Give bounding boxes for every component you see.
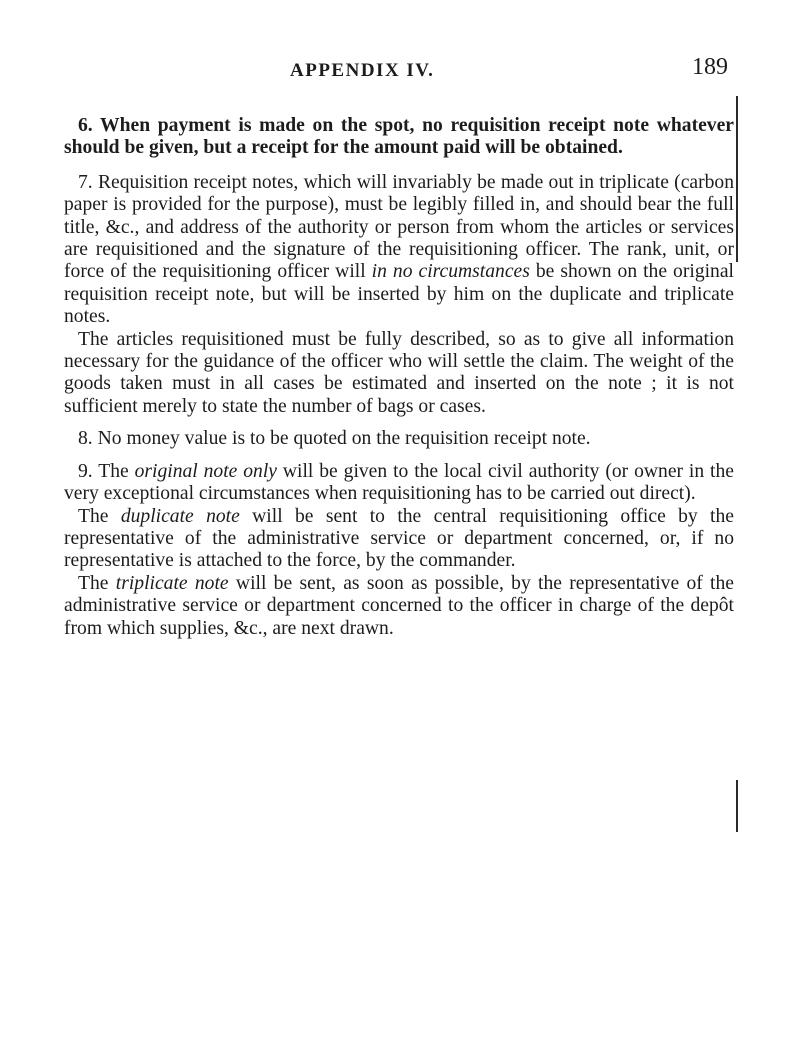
triplicate-text-start: The (78, 572, 116, 594)
paragraph-7 (64, 172, 734, 329)
paragraph-7-text-end: be shown on the original requisition receipt note, but will be inserted by him on the duplicate and triplicate notes. (64, 261, 734, 328)
duplicate-text-end: will be sent to the central requisitioning office by the representative of the administrative service or department concerned, or, if no representative is attached to the force, by the commander. (64, 505, 734, 572)
paragraph-7-text: 7. Requisition receipt notes, which will invariably be made out in triplicate (carbon paper is provided for the purpose), must be legibly filled in, and should bear the full title, &c., and address of the authority or person from whom the articles or services are requisitioned and the signature of the requisitioning officer. The rank, unit, or force of the requisitioning officer will (64, 171, 734, 283)
margin-rule (736, 96, 738, 262)
paragraph-9-triplicate (64, 573, 734, 640)
running-head: APPENDIX IV. (290, 60, 435, 81)
duplicate-text-start: The (78, 505, 121, 527)
paragraph-8: 8. No money value is to be quoted on the requisition receipt note. (78, 428, 591, 450)
margin-rule-lower (736, 780, 738, 832)
paragraph-6: 6. When payment is made on the spot, no requisition receipt note whatever should be given, but a receipt for the amount paid will be obtained. (64, 115, 734, 159)
page-number: 189 (692, 54, 728, 80)
triplicate-text-end: will be sent, as soon as possible, by the representative of the administrative service or department concerned to the officer in charge of the depôt from which supplies, &c., are next drawn. (64, 572, 734, 639)
paragraph-9-italic: original note only (134, 460, 277, 482)
paragraph-7-continued: The articles requisitioned must be fully described, so as to give all information necessary for the guidance of the officer who will settle the claim. The weight of the goods taken must in all cases be estimated and inserted on the note ; it is not sufficient merely to state the number of bags or cases. (64, 328, 734, 417)
duplicate-italic: duplicate note (120, 505, 240, 527)
triplicate-italic: triplicate note (115, 572, 229, 594)
paragraph-7-italic: in no circumstances (371, 261, 530, 283)
page-header (0, 50, 800, 90)
paragraph-9 (64, 461, 734, 506)
body-text (64, 115, 734, 640)
paragraph-9-text-start: 9. The (78, 460, 135, 482)
paragraph-9-text-end: will be given to the local civil authority (or owner in the very exceptional circumstances when requisitioning has to be carried out direct). (64, 460, 734, 505)
paragraph-9-duplicate (64, 506, 734, 573)
